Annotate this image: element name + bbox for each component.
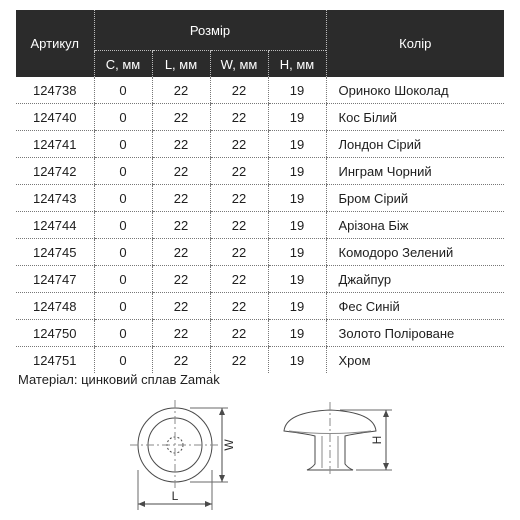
cell-c: 0 — [94, 212, 152, 239]
cell-article: 124748 — [16, 293, 94, 320]
cell-w: 22 — [210, 158, 268, 185]
cell-c: 0 — [94, 104, 152, 131]
cell-l: 22 — [152, 239, 210, 266]
header-h: H, мм — [268, 51, 326, 78]
cell-c: 0 — [94, 266, 152, 293]
cell-color: Джайпур — [326, 266, 504, 293]
label-w: W — [222, 439, 236, 451]
cell-h: 19 — [268, 131, 326, 158]
cell-l: 22 — [152, 266, 210, 293]
cell-l: 22 — [152, 293, 210, 320]
cell-h: 19 — [268, 239, 326, 266]
cell-l: 22 — [152, 77, 210, 104]
label-l: L — [171, 489, 179, 503]
cell-c: 0 — [94, 347, 152, 374]
cell-article: 124744 — [16, 212, 94, 239]
cell-w: 22 — [210, 185, 268, 212]
cell-c: 0 — [94, 131, 152, 158]
cell-c: 0 — [94, 293, 152, 320]
header-color: Колір — [326, 10, 504, 77]
cell-w: 22 — [210, 347, 268, 374]
cell-h: 19 — [268, 347, 326, 374]
cell-w: 22 — [210, 212, 268, 239]
cell-h: 19 — [268, 158, 326, 185]
label-h: H — [370, 435, 384, 445]
cell-h: 19 — [268, 320, 326, 347]
cell-article: 124740 — [16, 104, 94, 131]
cell-color: Лондон Сірий — [326, 131, 504, 158]
cell-l: 22 — [152, 320, 210, 347]
cell-w: 22 — [210, 320, 268, 347]
w-arrow-bottom — [219, 475, 225, 482]
l-arrow-right — [205, 501, 212, 507]
cell-h: 19 — [268, 185, 326, 212]
cell-h: 19 — [268, 104, 326, 131]
cell-w: 22 — [210, 239, 268, 266]
header-l: L, мм — [152, 51, 210, 78]
l-arrow-left — [138, 501, 145, 507]
header-size-group: Розмір — [94, 10, 326, 51]
cell-h: 19 — [268, 212, 326, 239]
cell-l: 22 — [152, 212, 210, 239]
cell-w: 22 — [210, 293, 268, 320]
cell-color: Фес Синій — [326, 293, 504, 320]
cell-color: Комодоро Зелений — [326, 239, 504, 266]
cell-color: Золото Поліроване — [326, 320, 504, 347]
cell-w: 22 — [210, 77, 268, 104]
cell-color: Бром Сірий — [326, 185, 504, 212]
cell-w: 22 — [210, 104, 268, 131]
cell-color: Кос Білий — [326, 104, 504, 131]
header-w: W, мм — [210, 51, 268, 78]
cell-article: 124742 — [16, 158, 94, 185]
cell-color: Ориноко Шоколад — [326, 77, 504, 104]
cell-c: 0 — [94, 185, 152, 212]
cell-article: 124738 — [16, 77, 94, 104]
w-arrow-top — [219, 408, 225, 415]
h-arrow-bottom — [383, 463, 389, 470]
material-caption: Матеріал: цинковий сплав Zamak — [18, 372, 220, 387]
cell-article: 124743 — [16, 185, 94, 212]
cell-l: 22 — [152, 158, 210, 185]
cell-w: 22 — [210, 131, 268, 158]
cell-color: Арізона Біж — [326, 212, 504, 239]
cell-l: 22 — [152, 185, 210, 212]
cell-article: 124747 — [16, 266, 94, 293]
cell-l: 22 — [152, 131, 210, 158]
cell-h: 19 — [268, 293, 326, 320]
cell-c: 0 — [94, 320, 152, 347]
cell-article: 124750 — [16, 320, 94, 347]
cell-h: 19 — [268, 266, 326, 293]
cell-color: Хром — [326, 347, 504, 374]
h-arrow-top — [383, 410, 389, 417]
cell-color: Инграм Чорний — [326, 158, 504, 185]
header-article: Артикул — [16, 10, 94, 77]
cell-l: 22 — [152, 347, 210, 374]
cell-c: 0 — [94, 239, 152, 266]
cell-l: 22 — [152, 104, 210, 131]
header-c: C, мм — [94, 51, 152, 78]
cell-article: 124751 — [33, 352, 77, 368]
knob-front-view — [130, 400, 228, 510]
cell-article: 124745 — [16, 239, 94, 266]
cell-c: 0 — [94, 158, 152, 185]
cell-c: 0 — [94, 77, 152, 104]
cell-w: 22 — [210, 266, 268, 293]
cell-h: 19 — [268, 77, 326, 104]
cell-article: 124741 — [16, 131, 94, 158]
